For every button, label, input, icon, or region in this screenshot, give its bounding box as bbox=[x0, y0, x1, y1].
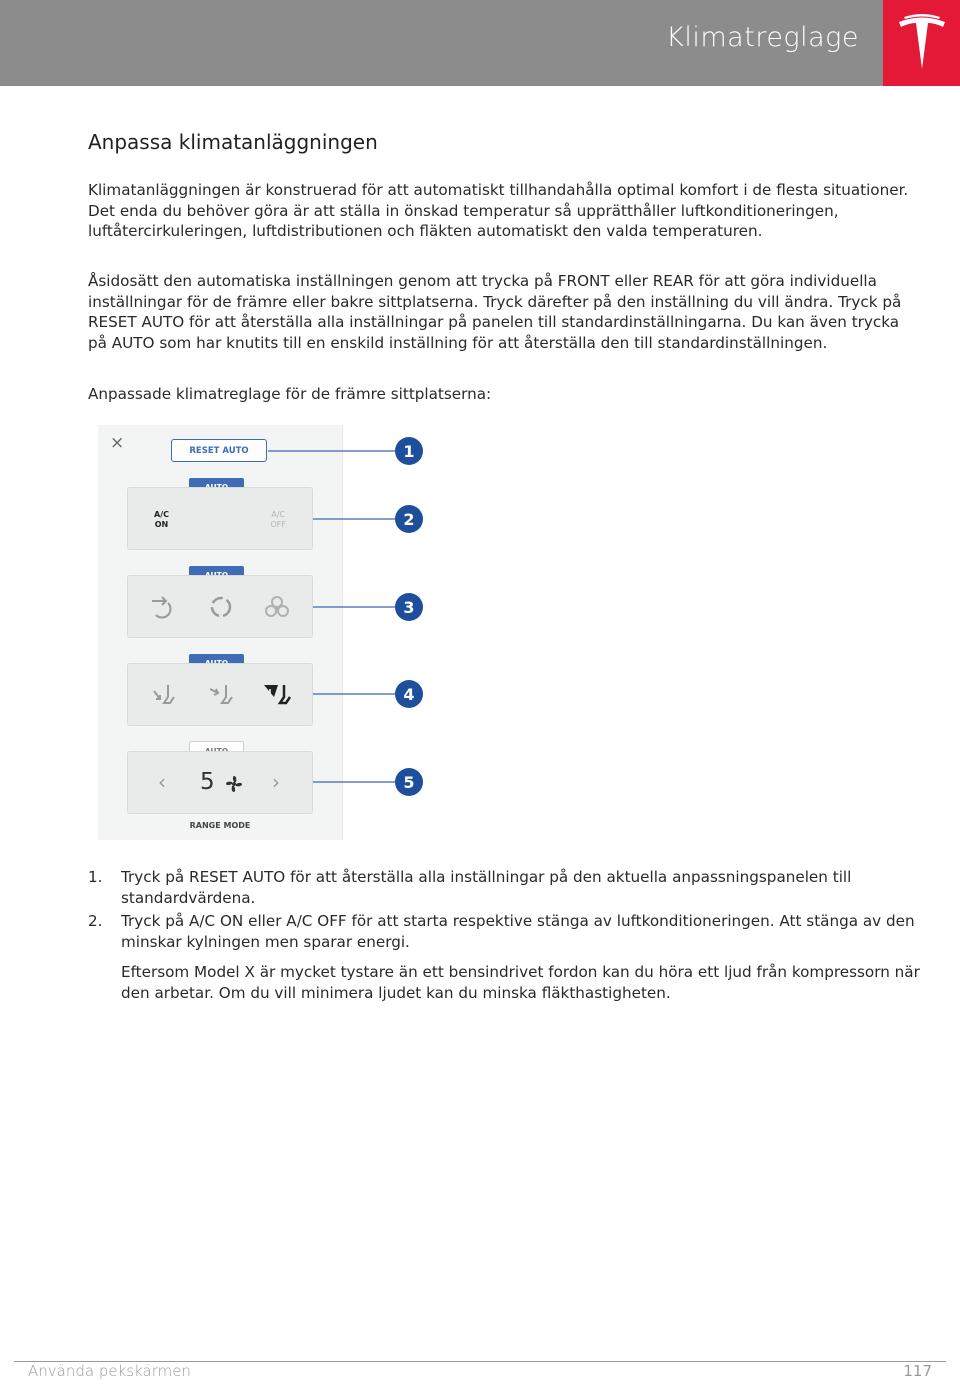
fan-decrease-icon: ‹ bbox=[158, 770, 166, 794]
footer-section: Använda pekskärmen bbox=[28, 1362, 191, 1380]
list-item-number: 1. bbox=[88, 868, 103, 886]
list-item-number: 2. bbox=[88, 912, 103, 930]
page-number: 117 bbox=[903, 1362, 932, 1380]
reset-auto-button: RESET AUTO bbox=[171, 439, 267, 462]
callout-2 bbox=[395, 505, 423, 533]
figure-intro: Anpassade klimatreglage för de främre sittplatserna: bbox=[88, 385, 492, 403]
svg-text:3: 3 bbox=[403, 598, 415, 617]
ac-on-label: A/C ON bbox=[154, 510, 169, 529]
override-paragraph: Åsidosätt den automatiska inställningen genom att trycka på FRONT eller REAR för att göra individuella inställningar för de främre eller bakre sittplatserna. Tryck därefter på den inställning du vill ändra. Tryck på RESET AUTO för att återställa alla inställningar på panelen till standardinställningarna. Du kan även trycka på AUTO som har knutits till en enskild inställning för att återställa den till standardinställningen. bbox=[88, 272, 902, 352]
close-icon: × bbox=[110, 433, 125, 453]
svg-text:4: 4 bbox=[403, 685, 415, 704]
svg-text:1: 1 bbox=[403, 442, 415, 461]
callout-1 bbox=[395, 437, 423, 465]
fan-increase-icon: › bbox=[272, 770, 280, 794]
svg-text:5: 5 bbox=[403, 773, 415, 792]
list-item-text: Tryck på RESET AUTO för att återställa alla inställningar på den aktuella anpassningspanelen till standardvärdena. bbox=[121, 868, 852, 907]
fan-speed-value: 5 bbox=[200, 769, 215, 795]
callout-3 bbox=[395, 593, 423, 621]
section-title: Anpassa klimatanläggningen bbox=[88, 130, 378, 154]
intro-paragraph: Klimatanläggningen är konstruerad för att automatiskt tillhandahålla optimal komfort i de flesta situationer. Det enda du behöver göra är att ställa in önskad temperatur så upprätthåller luftkonditioneringen, luftåtercirkuleringen, luftdistributionen och fläkten automatiskt den valda temperaturen. bbox=[88, 181, 909, 241]
ac-off-label: A/C OFF bbox=[270, 510, 286, 529]
callout-4 bbox=[395, 680, 423, 708]
svg-text:2: 2 bbox=[403, 510, 415, 529]
callout-5 bbox=[395, 768, 423, 796]
chapter-title: Klimatreglage bbox=[666, 22, 859, 53]
list-note-text: Eftersom Model X är mycket tystare än ett bensindrivet fordon kan du höra ett ljud från kompressorn när den arbetar. Om du vill minimera ljudet kan du minska fläkthastigheten. bbox=[121, 963, 920, 1002]
list-item-text: Tryck på A/C ON eller A/C OFF för att starta respektive stänga av luftkonditioneringen. Att stänga av den minskar kylningen men sparar energi. bbox=[121, 912, 915, 951]
range-mode-label: RANGE MODE bbox=[189, 821, 251, 830]
